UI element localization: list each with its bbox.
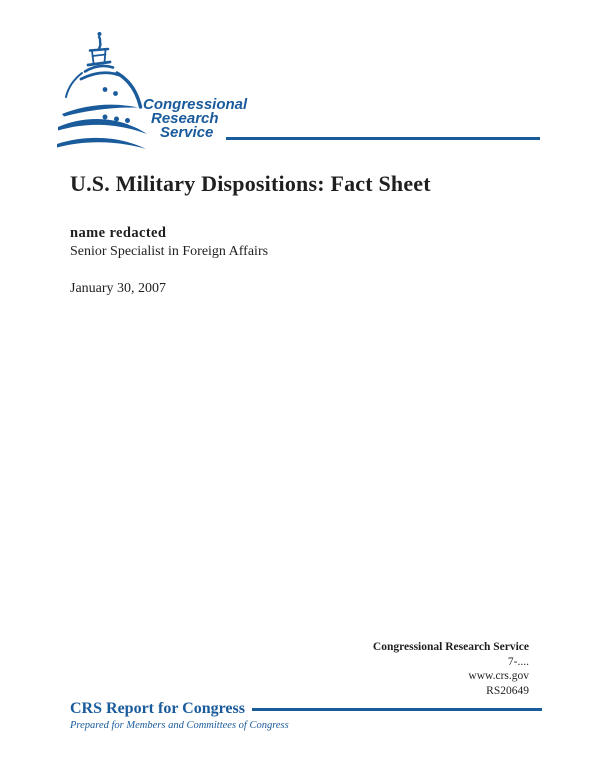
crs-logo-wordmark xyxy=(143,98,247,139)
masthead-rule xyxy=(226,137,540,140)
footer-info-block xyxy=(373,640,529,698)
footer-banner-tagline: Prepared for Members and Committees of Congress xyxy=(70,720,289,731)
footer-website: www.crs.gov xyxy=(468,670,529,683)
footer-org-name: Congressional Research Service xyxy=(372,641,529,653)
author-role: Senior Specialist in Foreign Affairs xyxy=(70,244,269,259)
footer-banner-rule xyxy=(252,708,542,711)
report-date: January 30, 2007 xyxy=(70,281,167,296)
footer-banner xyxy=(70,700,542,718)
report-title: U.S. Military Dispositions: Fact Sheet xyxy=(70,171,431,196)
footer-phone: 7-.... xyxy=(507,655,529,668)
logo-line-service: Service xyxy=(160,123,214,141)
logo-line-congressional: Congressional xyxy=(143,96,248,113)
footer-report-number: RS20649 xyxy=(486,684,529,697)
footer-banner-title: CRS Report for Congress xyxy=(70,700,245,717)
author-name: name redacted xyxy=(70,225,167,241)
capitol-dome-icon xyxy=(58,28,148,150)
logo-line-research: Research xyxy=(151,109,219,127)
